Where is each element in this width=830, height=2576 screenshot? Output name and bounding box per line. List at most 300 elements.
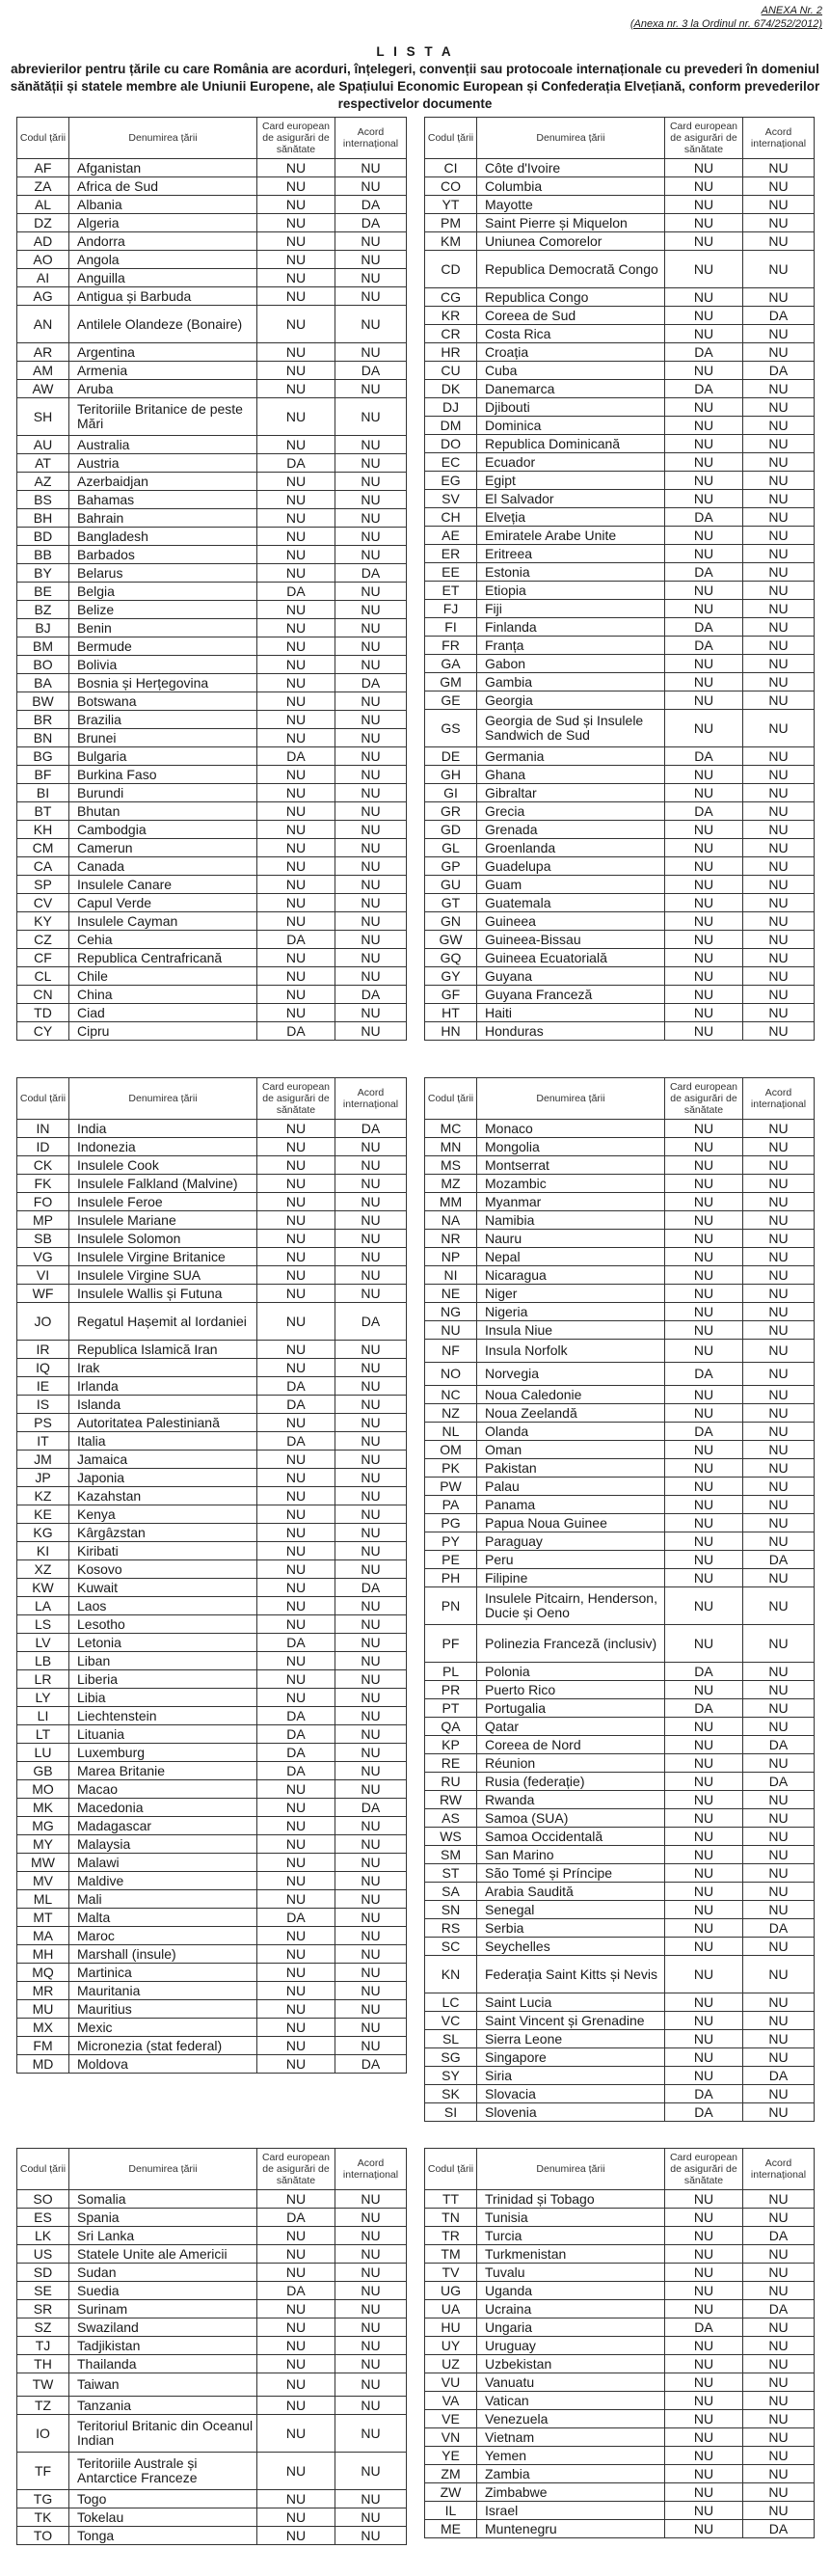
table-row <box>425 1514 815 1532</box>
country-name: Mayotte <box>477 196 665 214</box>
acord-status: NU <box>335 2300 407 2318</box>
table-row <box>425 1404 815 1423</box>
country-name: Norvegia <box>477 1363 665 1386</box>
country-name: Eritreea <box>477 545 665 563</box>
card-status: NU <box>665 472 743 490</box>
card-status: NU <box>665 582 743 600</box>
card-status: NU <box>257 509 335 528</box>
card-status: NU <box>257 1615 335 1634</box>
card-status: NU <box>665 821 743 839</box>
country-name: Uniunea Comorelor <box>477 232 665 251</box>
country-code: PN <box>425 1587 477 1625</box>
card-status: NU <box>665 435 743 453</box>
country-code: MK <box>17 1799 69 1817</box>
acord-status: NU <box>335 1689 407 1707</box>
country-code: TN <box>425 2209 477 2227</box>
country-name: Elveția <box>477 508 665 527</box>
country-code: DE <box>425 747 477 766</box>
table-row <box>17 509 407 528</box>
country-name: Australia <box>69 436 257 454</box>
table-row <box>17 564 407 583</box>
table-row <box>17 656 407 674</box>
country-name: Sri Lanka <box>69 2227 257 2245</box>
acord-status: NU <box>335 1725 407 1744</box>
card-status: NU <box>665 232 743 251</box>
card-status: NU <box>257 2190 335 2209</box>
card-status: NU <box>257 2527 335 2545</box>
acord-status: NU <box>743 2502 815 2520</box>
country-name: Côte d'Ivoire <box>477 159 665 177</box>
country-name: Germania <box>477 747 665 766</box>
acord-status: NU <box>743 582 815 600</box>
table-row <box>425 1266 815 1285</box>
card-status: NU <box>257 1652 335 1670</box>
card-status: NU <box>257 1266 335 1285</box>
country-name: Belgia <box>69 583 257 601</box>
acord-status: NU <box>743 1846 815 1864</box>
country-code: KY <box>17 912 69 931</box>
acord-status: NU <box>335 1964 407 1982</box>
table-row <box>17 2227 407 2245</box>
table-row <box>425 821 815 839</box>
card-status: NU <box>257 949 335 967</box>
card-status: NU <box>257 711 335 729</box>
card-status: DA <box>665 343 743 362</box>
acord-status: NU <box>743 1022 815 1041</box>
table-row <box>425 1321 815 1340</box>
card-status: NU <box>665 2447 743 2465</box>
annex-reference <box>630 4 822 31</box>
country-name: Siria <box>477 2067 665 2085</box>
card-status: NU <box>257 159 335 177</box>
acord-status: NU <box>743 1248 815 1266</box>
country-name: Muntenegru <box>477 2520 665 2538</box>
table-row <box>17 1707 407 1725</box>
table-row <box>425 1993 815 2012</box>
country-name: Tonga <box>69 2527 257 2545</box>
table-row <box>17 251 407 269</box>
country-name: Regatul Hașemit al Iordaniei <box>69 1303 257 1341</box>
country-code: FK <box>17 1175 69 1193</box>
table-row <box>17 343 407 362</box>
acord-status: NU <box>743 1828 815 1846</box>
header-card: Card european de asigurări de sănătate <box>665 118 743 159</box>
header-acord: Acord internațional <box>335 1078 407 1120</box>
country-code: PE <box>425 1551 477 1569</box>
country-code: VA <box>425 2392 477 2410</box>
card-status: NU <box>665 2300 743 2318</box>
country-name: Liban <box>69 1652 257 1670</box>
country-code: PL <box>425 1663 477 1681</box>
country-name: Insulele Falkland (Malvine) <box>69 1175 257 1193</box>
acord-status: NU <box>743 435 815 453</box>
country-code: BS <box>17 491 69 509</box>
acord-status: DA <box>743 2067 815 2085</box>
country-name: Republica Centrafricană <box>69 949 257 967</box>
table-row <box>425 2227 815 2245</box>
country-name: Teritoriul Britanic din Oceanul Indian <box>69 2415 257 2453</box>
country-name: Africa de Sud <box>69 177 257 196</box>
document-subtitle: abrevierilor pentru țările cu care România are acorduri, înțelegeri, convenții sau protocoale internaționale cu prevederi în domeniul sănătății și statele membre ale Uniunii Europene, ale Spațiului Economic European și Confederația Elvețiană, conform prevederilor respectivelor documente <box>10 62 820 111</box>
country-name: Surinam <box>69 2300 257 2318</box>
country-code: RW <box>425 1791 477 1809</box>
country-name: Tuvalu <box>477 2264 665 2282</box>
table-row <box>17 2209 407 2227</box>
acord-status: NU <box>335 1854 407 1872</box>
acord-status: NU <box>743 1321 815 1340</box>
acord-status: NU <box>743 1193 815 1211</box>
header-name: Denumirea țării <box>477 1078 665 1120</box>
country-code: TM <box>425 2245 477 2264</box>
header-code: Codul țării <box>17 1078 69 1120</box>
country-code: TF <box>17 2453 69 2490</box>
card-status: DA <box>257 1707 335 1725</box>
acord-status: NU <box>335 1780 407 1799</box>
card-status: NU <box>665 2282 743 2300</box>
country-code: MD <box>17 2055 69 2074</box>
card-status: NU <box>257 398 335 436</box>
country-name: Moldova <box>69 2055 257 2074</box>
country-name: Marea Britanie <box>69 1762 257 1780</box>
card-status: NU <box>257 1817 335 1835</box>
card-status: NU <box>665 1404 743 1423</box>
card-status: DA <box>257 2282 335 2300</box>
table-row <box>17 2055 407 2074</box>
card-status: NU <box>665 1386 743 1404</box>
card-status: NU <box>257 619 335 637</box>
country-code: UZ <box>425 2355 477 2373</box>
country-name: Ciad <box>69 1004 257 1022</box>
table-row <box>425 1791 815 1809</box>
card-status: NU <box>257 2355 335 2373</box>
country-code: BA <box>17 674 69 692</box>
country-name: Guyana Franceză <box>477 986 665 1004</box>
country-code: SG <box>425 2048 477 2067</box>
card-status: NU <box>257 214 335 232</box>
country-code: SY <box>425 2067 477 2085</box>
acord-status: NU <box>335 287 407 306</box>
card-status: NU <box>665 1569 743 1587</box>
card-status: DA <box>257 1396 335 1414</box>
acord-status: NU <box>743 1569 815 1587</box>
card-status: NU <box>257 1230 335 1248</box>
card-status: NU <box>665 1846 743 1864</box>
country-name: Djibouti <box>477 398 665 417</box>
country-code: BZ <box>17 601 69 619</box>
header-name: Denumirea țării <box>477 118 665 159</box>
country-code: LT <box>17 1725 69 1744</box>
acord-status: NU <box>743 1404 815 1423</box>
table-row <box>17 1854 407 1872</box>
country-code: PS <box>17 1414 69 1432</box>
country-name: Botswana <box>69 692 257 711</box>
table-row <box>17 1303 407 1341</box>
table-row <box>425 251 815 288</box>
card-status: NU <box>257 1341 335 1359</box>
country-code: SE <box>17 2282 69 2300</box>
country-code: TT <box>425 2190 477 2209</box>
country-name: Mongolia <box>477 1138 665 1156</box>
country-code: FO <box>17 1193 69 1211</box>
card-status: NU <box>257 2490 335 2508</box>
country-name: Insulele Mariane <box>69 1211 257 1230</box>
card-status: NU <box>665 453 743 472</box>
card-status: NU <box>665 673 743 691</box>
country-name: Seychelles <box>477 1938 665 1956</box>
country-code: CM <box>17 839 69 857</box>
country-name: Arabia Saudită <box>477 1883 665 1901</box>
country-name: Sudan <box>69 2264 257 2282</box>
card-status: NU <box>257 2337 335 2355</box>
card-status: NU <box>257 1505 335 1524</box>
country-code: GB <box>17 1762 69 1780</box>
card-status: NU <box>257 821 335 839</box>
table-row <box>425 1532 815 1551</box>
country-name: Guineea-Bissau <box>477 931 665 949</box>
table-row <box>425 802 815 821</box>
country-name: Mauritania <box>69 1982 257 2000</box>
country-code: LB <box>17 1652 69 1670</box>
country-name: Brunei <box>69 729 257 747</box>
country-name: Tanzania <box>69 2397 257 2415</box>
table-row <box>17 766 407 784</box>
table-row <box>425 196 815 214</box>
acord-status: NU <box>743 2373 815 2392</box>
acord-status: NU <box>335 1004 407 1022</box>
card-status: NU <box>665 1938 743 1956</box>
country-code: KM <box>425 232 477 251</box>
country-code: SO <box>17 2190 69 2209</box>
country-name: Nauru <box>477 1230 665 1248</box>
acord-status: NU <box>743 472 815 490</box>
country-table-block3-right <box>424 2148 815 2538</box>
card-status: NU <box>257 2415 335 2453</box>
table-header-row <box>425 118 815 159</box>
table-row <box>425 710 815 747</box>
acord-status: NU <box>335 177 407 196</box>
country-code: HT <box>425 1004 477 1022</box>
country-name: Vatican <box>477 2392 665 2410</box>
table-row <box>17 2282 407 2300</box>
country-code: AM <box>17 362 69 380</box>
card-status: NU <box>257 343 335 362</box>
acord-status: NU <box>743 2337 815 2355</box>
card-status: DA <box>665 637 743 655</box>
table-row <box>425 1138 815 1156</box>
country-name: Argentina <box>69 343 257 362</box>
table-row <box>17 821 407 839</box>
card-status: NU <box>257 1004 335 1022</box>
table-row <box>425 1193 815 1211</box>
table-row <box>17 931 407 949</box>
header-card: Card european de asigurări de sănătate <box>257 1078 335 1120</box>
table-row <box>425 1386 815 1404</box>
card-status: NU <box>665 1919 743 1938</box>
acord-status: NU <box>743 1625 815 1663</box>
card-status: NU <box>665 490 743 508</box>
country-code: LS <box>17 1615 69 1634</box>
acord-status: NU <box>743 1211 815 1230</box>
table-row <box>425 159 815 177</box>
country-code: IL <box>425 2502 477 2520</box>
country-name: Austria <box>69 454 257 473</box>
country-name: Vanuatu <box>477 2373 665 2392</box>
table-header-row <box>17 118 407 159</box>
acord-status: NU <box>743 2264 815 2282</box>
country-code: SC <box>425 1938 477 1956</box>
table-row <box>17 1890 407 1909</box>
country-code: NP <box>425 1248 477 1266</box>
table-row <box>425 2520 815 2538</box>
card-status: DA <box>257 747 335 766</box>
country-code: TW <box>17 2373 69 2397</box>
country-name: Insulele Canare <box>69 876 257 894</box>
country-code: NF <box>425 1340 477 1363</box>
acord-status: NU <box>335 912 407 931</box>
table-row <box>425 527 815 545</box>
country-code: CF <box>17 949 69 967</box>
table-row <box>17 398 407 436</box>
acord-status: NU <box>335 949 407 967</box>
country-code: XZ <box>17 1560 69 1579</box>
table-row <box>425 1441 815 1459</box>
card-status: NU <box>257 766 335 784</box>
country-code: GY <box>425 967 477 986</box>
card-status: NU <box>665 912 743 931</box>
acord-status: NU <box>743 618 815 637</box>
table-row <box>425 1569 815 1587</box>
country-name: Irak <box>69 1359 257 1377</box>
table-row <box>425 857 815 876</box>
header-card: Card european de asigurări de sănătate <box>665 1078 743 1120</box>
country-name: Azerbaidjan <box>69 473 257 491</box>
table-row <box>17 2245 407 2264</box>
country-code: NU <box>425 1321 477 1340</box>
country-name: Japonia <box>69 1469 257 1487</box>
card-status: NU <box>665 1193 743 1211</box>
country-name: Teritoriile Britanice de peste Mări <box>69 398 257 436</box>
country-code: CR <box>425 325 477 343</box>
table-row <box>425 2264 815 2282</box>
card-status: NU <box>665 527 743 545</box>
country-name: Oman <box>477 1441 665 1459</box>
country-name: Papua Noua Guinee <box>477 1514 665 1532</box>
card-status: NU <box>665 2067 743 2085</box>
country-code: PR <box>425 1681 477 1699</box>
country-name: Kosovo <box>69 1560 257 1579</box>
acord-status: NU <box>743 1514 815 1532</box>
country-code: LI <box>17 1707 69 1725</box>
country-name: Ecuador <box>477 453 665 472</box>
table-row <box>425 2337 815 2355</box>
table-row <box>425 967 815 986</box>
acord-status: NU <box>335 269 407 287</box>
header-acord: Acord internațional <box>335 2149 407 2190</box>
card-status: NU <box>257 473 335 491</box>
country-code: LK <box>17 2227 69 2245</box>
country-name: Kiribati <box>69 1542 257 1560</box>
country-code: BT <box>17 802 69 821</box>
country-name: Namibia <box>477 1211 665 1230</box>
country-name: Insula Niue <box>477 1321 665 1340</box>
country-code: TR <box>425 2227 477 2245</box>
country-code: HU <box>425 2318 477 2337</box>
card-status: NU <box>257 1560 335 1579</box>
acord-status: NU <box>335 2415 407 2453</box>
table-row <box>425 931 815 949</box>
acord-status: DA <box>743 2300 815 2318</box>
country-name: Palau <box>477 1478 665 1496</box>
country-code: SA <box>425 1883 477 1901</box>
country-code: BY <box>17 564 69 583</box>
country-code: AS <box>425 1809 477 1828</box>
country-name: Indonezia <box>69 1138 257 1156</box>
card-status: NU <box>257 380 335 398</box>
country-name: Israel <box>477 2502 665 2520</box>
table-row <box>425 288 815 307</box>
table-row <box>425 1156 815 1175</box>
table-row <box>17 454 407 473</box>
card-status: NU <box>257 2055 335 2074</box>
country-name: Peru <box>477 1551 665 1569</box>
acord-status: NU <box>743 1699 815 1718</box>
country-name: Thailanda <box>69 2355 257 2373</box>
country-code: SV <box>425 490 477 508</box>
country-code: KH <box>17 821 69 839</box>
country-name: Madagascar <box>69 1817 257 1835</box>
acord-status: NU <box>335 2227 407 2245</box>
table-row <box>17 2373 407 2397</box>
card-status: NU <box>665 1901 743 1919</box>
card-status: DA <box>665 380 743 398</box>
country-code: IT <box>17 1432 69 1451</box>
country-name: Filipine <box>477 1569 665 1587</box>
card-status: NU <box>665 784 743 802</box>
country-code: AZ <box>17 473 69 491</box>
card-status: NU <box>665 967 743 986</box>
table-row <box>425 2483 815 2502</box>
card-status: NU <box>665 1864 743 1883</box>
table-row <box>17 1597 407 1615</box>
card-status: DA <box>665 1699 743 1718</box>
country-code: LU <box>17 1744 69 1762</box>
country-name: Lesotho <box>69 1615 257 1634</box>
country-name: Togo <box>69 2490 257 2508</box>
card-status: NU <box>665 1478 743 1496</box>
acord-status: NU <box>335 1451 407 1469</box>
acord-status: DA <box>743 1919 815 1938</box>
card-status: NU <box>665 1625 743 1663</box>
country-name: Turkmenistan <box>477 2245 665 2264</box>
card-status: DA <box>257 1022 335 1041</box>
card-status: NU <box>665 307 743 325</box>
card-status: NU <box>257 362 335 380</box>
card-status: NU <box>257 232 335 251</box>
card-status: DA <box>665 2103 743 2122</box>
card-status: NU <box>665 655 743 673</box>
card-status: NU <box>257 986 335 1004</box>
acord-status: NU <box>743 508 815 527</box>
country-code: CV <box>17 894 69 912</box>
country-code: YT <box>425 196 477 214</box>
table-row <box>17 306 407 343</box>
country-name: Puerto Rico <box>477 1681 665 1699</box>
acord-status: NU <box>743 1809 815 1828</box>
card-status: NU <box>257 1303 335 1341</box>
card-status: NU <box>665 1266 743 1285</box>
acord-status: NU <box>743 251 815 288</box>
table-row <box>425 1340 815 1363</box>
